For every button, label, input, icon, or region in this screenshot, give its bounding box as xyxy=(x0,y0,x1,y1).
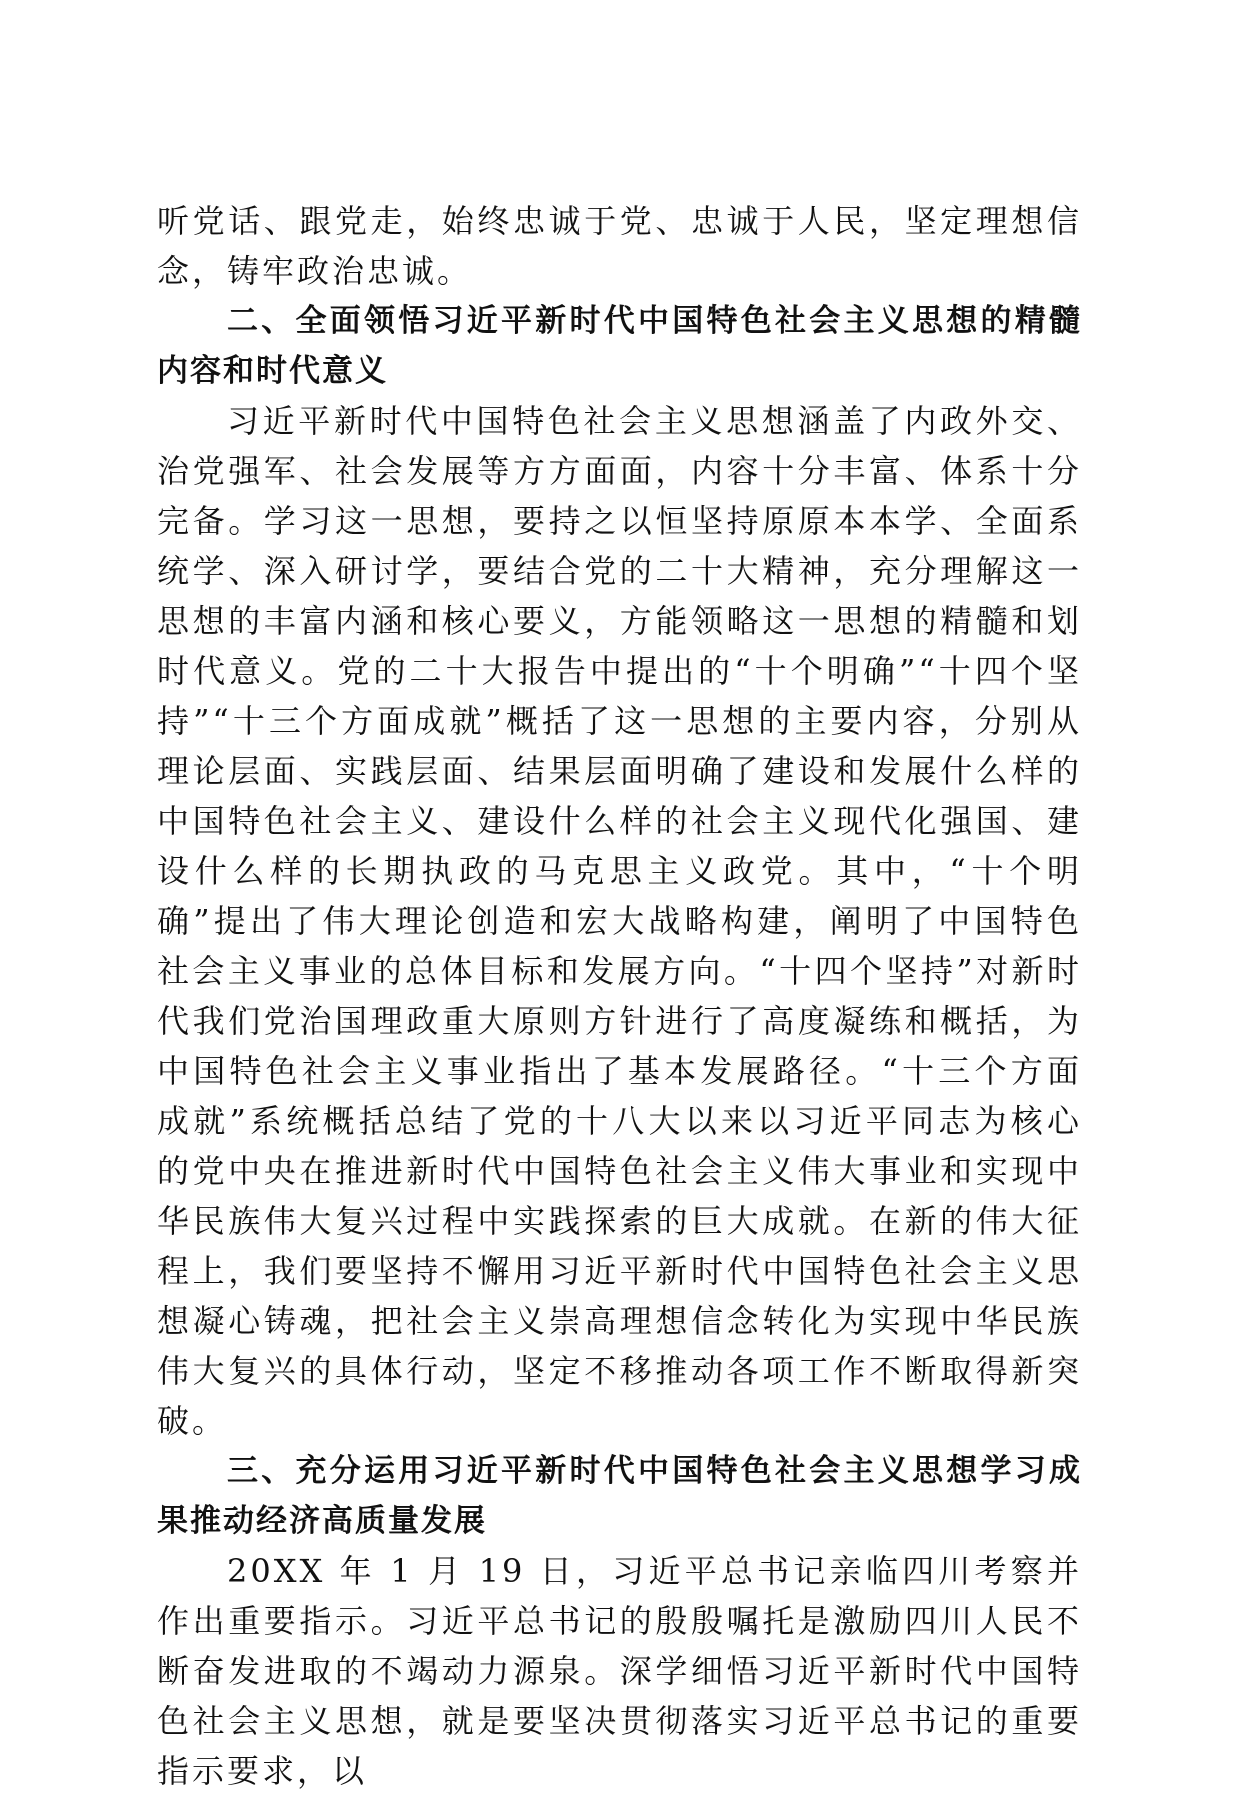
section-two-paragraph: 习近平新时代中国特色社会主义思想涵盖了内政外交、治党强军、社会发展等方方面面，内容十分丰富、体系十分完备。学习这一思想，要持之以恒坚持原原本本学、全面系统学、深入研讨学，要结合党的二十大精神，充分理解这一思想的丰富内涵和核心要义，方能领略这一思想的精髓和划时代意义。党的二十大报告中提出的“十个明确”“十四个坚持”“十三个方面成就”概括了这一思想的主要内容，分别从理论层面、实践层面、结果层面明确了建设和发展什么样的中国特色社会主义、建设什么样的社会主义现代化强国、建设什么样的长期执政的马克思主义政党。其中，“十个明确”提出了伟大理论创造和宏大战略构建，阐明了中国特色社会主义事业的总体目标和发展方向。“十四个坚持”对新时代我们党治国理政重大原则方针进行了高度凝练和概括，为中国特色社会主义事业指出了基本发展路径。“十三个方面成就”系统概括总结了党的十八大以来以习近平同志为核心的党中央在推进新时代中国特色社会主义伟大事业和实现中华民族伟大复兴过程中实践探索的巨大成就。在新的伟大征程上，我们要坚持不懈用习近平新时代中国特色社会主义思想凝心铸魂，把社会主义崇高理想信念转化为实现中华民族伟大复兴的具体行动，坚定不移推动各项工作不断取得新突破。 xyxy=(157,402,1082,1440)
document-page xyxy=(157,196,1082,1796)
section-three-paragraph: 20XX 年 1 月 19 日，习近平总书记亲临四川考察并作出重要指示。习近平总书记的殷殷嘱托是激励四川人民不断奋发进取的不竭动力源泉。深学细悟习近平新时代中国特色社会主义思想，就是要坚决贯彻落实习近平总书记的重要指示要求，以 xyxy=(157,1552,1082,1790)
continuation-paragraph: 听党话、跟党走，始终忠诚于党、忠诚于人民，坚定理想信念，铸牢政治忠诚。 xyxy=(157,202,1082,290)
section-three-heading: 三、充分运用习近平新时代中国特色社会主义思想学习成果推动经济高质量发展 xyxy=(157,1453,1082,1539)
section-two-heading: 二、全面领悟习近平新时代中国特色社会主义思想的精髓内容和时代意义 xyxy=(157,303,1082,389)
